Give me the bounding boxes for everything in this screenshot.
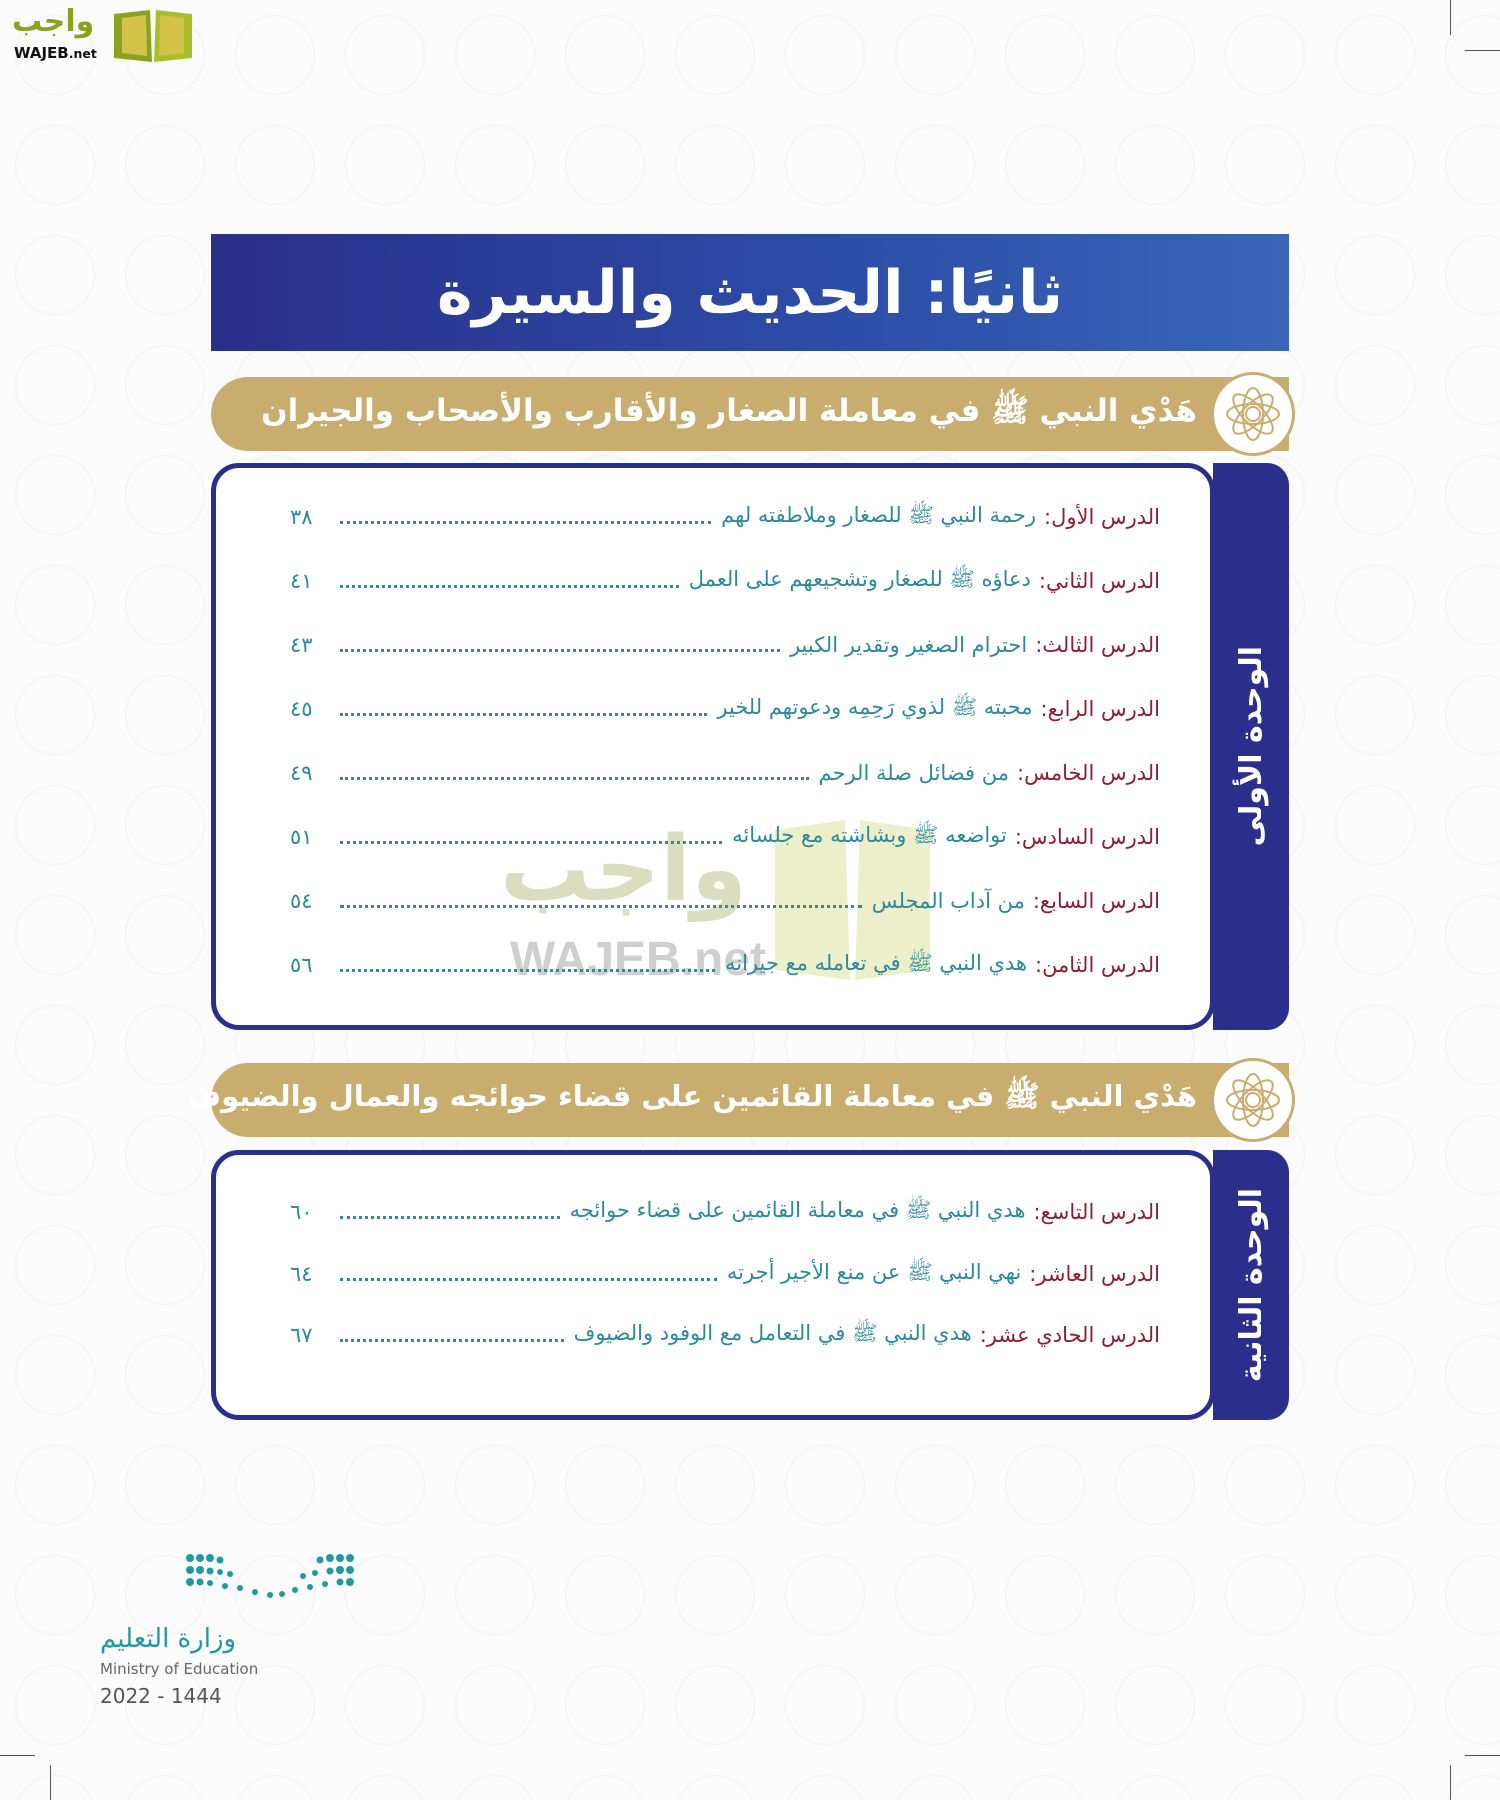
svg-text:واجب: واجب [500,820,747,922]
lesson-row[interactable] [290,945,1160,985]
crop-mark [1450,1765,1451,1800]
section-title-banner [211,234,1289,351]
lesson-row[interactable] [290,561,1160,601]
page-number: ٥٤ [290,889,313,913]
leader-dots [340,574,679,588]
lesson-label: الدرس التاسع: [1033,1200,1160,1224]
lesson-label: الدرس الثاني: [1038,569,1160,593]
page-title: ثانيًا: الحديث والسيرة [436,257,1064,328]
lesson-row[interactable] [290,881,1160,921]
leader-dots [340,1328,564,1342]
unit-2-header [187,1063,1289,1137]
lesson-title: هدي النبي ﷺ في التعامل مع الوفود والضيوف [573,1320,972,1345]
lesson-row[interactable] [290,625,1160,665]
unit-1-tab-label: الوحدة الأولى [1233,646,1269,847]
ministry-name-ar: وزارة التعليم [100,1624,237,1654]
lesson-label: الدرس السابع: [1032,889,1160,913]
lesson-label: الدرس العاشر: [1029,1262,1160,1286]
lesson-row[interactable] [290,1192,1160,1232]
crop-mark [50,1765,51,1800]
lesson-title: احترام الصغير وتقدير الكبير [789,633,1028,657]
lesson-title: تواضعه ﷺ وبشاشته مع جلسائه [732,822,1007,847]
page-number: ٥٦ [290,953,313,977]
lesson-label: الدرس الثامن: [1035,953,1160,977]
lesson-title: دعاؤه ﷺ للصغار وتشجيعهم على العمل [688,566,1031,591]
ministry-dots-icon [185,1550,355,1610]
wajeb-logo-ar: واجب [12,4,95,39]
lesson-row[interactable] [290,497,1160,537]
lesson-label: الدرس الأول: [1044,505,1160,529]
wajeb-logo[interactable] [8,4,193,66]
wajeb-logo-en: WAJEB.net [14,44,97,62]
page-number: ٥١ [290,825,313,849]
lesson-row[interactable] [290,817,1160,857]
leader-dots [340,1205,560,1219]
lesson-label: الدرس الحادي عشر: [979,1323,1160,1347]
lesson-row[interactable] [290,1254,1160,1294]
leader-dots [340,958,715,972]
unit-2-header-text: هَدْي النبي ﷺ في معاملة القائمين على قضاء حوائجه والعمال والضيوف [187,1079,1197,1113]
unit-1-header [211,377,1289,451]
leader-dots [340,766,809,780]
lesson-title: هدي النبي ﷺ في معاملة القائمين على قضاء حوائجه [569,1197,1026,1222]
leader-dots [340,894,862,908]
unit-1-header-text: هَدْي النبي ﷺ في معاملة الصغار والأقارب والأصحاب والجيران [261,392,1197,429]
lesson-label: الدرس الخامس: [1017,761,1160,785]
page-number: ٣٨ [290,505,313,529]
lesson-title: هدي النبي ﷺ في تعامله مع جيرانه [724,950,1027,975]
leader-dots [340,510,711,524]
lesson-label: الدرس الرابع: [1040,697,1160,721]
lesson-title: من فضائل صلة الرحم [818,761,1009,785]
lesson-title: رحمة النبي ﷺ للصغار وملاطفته لهم [721,502,1036,527]
rosette-icon [1211,372,1295,456]
svg-text:WAJEB.net: WAJEB.net [510,933,767,986]
leader-dots [340,830,722,844]
book-icon [112,6,194,64]
leader-dots [340,1267,717,1281]
lesson-title: محبته ﷺ لذوي رَحِمِه ودعوتهم للخير [717,694,1033,719]
ministry-name-en: Ministry of Education [100,1660,259,1678]
lesson-title: نهي النبي ﷺ عن منع الأجير أجرته [726,1259,1022,1284]
unit-1-tab [1213,463,1289,1030]
unit-2-tab [1213,1150,1289,1420]
unit-2-tab-label: الوحدة الثانية [1233,1187,1269,1383]
rosette-icon [1211,1058,1295,1142]
lesson-row[interactable] [290,753,1160,793]
page-number: ٦٠ [290,1200,313,1224]
lesson-label: الدرس الثالث: [1035,633,1160,657]
page-number: ٤٣ [290,633,313,657]
crop-mark [1450,0,1451,35]
lesson-row[interactable] [290,689,1160,729]
page-number: ٤١ [290,569,313,593]
page-number: ٤٩ [290,761,313,785]
lesson-title: من آداب المجلس [871,889,1025,913]
crop-mark [1465,50,1500,51]
leader-dots [340,638,780,652]
ministry-logo [100,1550,370,1708]
crop-mark [1465,1755,1500,1756]
page-number: ٦٧ [290,1323,313,1347]
edition-year: 2022 - 1444 [100,1684,222,1708]
leader-dots [340,702,707,716]
page-number: ٤٥ [290,697,313,721]
lesson-row[interactable] [290,1315,1160,1355]
crop-mark [0,1755,35,1756]
lesson-label: الدرس السادس: [1014,825,1160,849]
page-number: ٦٤ [290,1262,313,1286]
